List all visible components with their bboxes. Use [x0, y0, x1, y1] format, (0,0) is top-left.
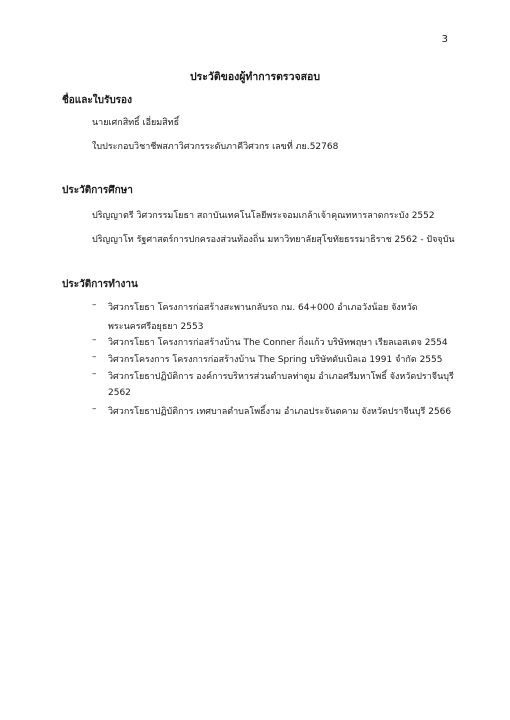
bullet-dash: –: [92, 300, 97, 310]
page-number: 3: [441, 34, 448, 45]
work-item-line: วิศวกรโครงการ โครงการก่อสร้างบ้าน The Spring บริษัทดับเบิลเอ 1991 จำกัด 2555: [108, 355, 443, 365]
work-item-continuation: 2562: [108, 388, 131, 398]
name-section-heading: ชื่อและใบรับรอง: [62, 95, 132, 106]
inspector-name: นายเศกสิทธิ์ เอี่ยมสิทธิ์: [92, 118, 180, 128]
work-section-heading: ประวัติการทำงาน: [62, 279, 138, 290]
education-section-heading: ประวัติการศึกษา: [62, 185, 133, 196]
work-item-line: วิศวกรโยธา โครงการก่อสร้างสะพานกลับรถ กม. 64+000 อำเภอวังน้อย จังหวัด: [108, 303, 418, 313]
bullet-dash: –: [92, 404, 97, 414]
license-number: ใบประกอบวิชาชีพสภาวิศวกรระดับภาคีวิศวกร เลขที่ ภย.52768: [92, 142, 339, 152]
work-item: [92, 404, 452, 418]
work-item-line: วิศวกรโยธาปฏิบัติการ เทศบาลตำบลโพธิ์งาม อำเภอประจันตคาม จังหวัดปราจีนบุรี 2566: [108, 407, 452, 417]
work-item-line: วิศวกรโยธาปฏิบัติการ องค์การบริหารส่วนตำบลท่าตูม อำเภอศรีมหาโพธิ์ จังหวัดปราจีนบุรี: [108, 372, 454, 382]
work-item: [92, 369, 454, 398]
bullet-dash: –: [92, 335, 97, 345]
work-item-line: วิศวกรโยธา โครงการก่อสร้างบ้าน The Conner กิ่งแก้ว บริษัทพฤษา เรียลเอสเตจ 2554: [108, 338, 448, 348]
education-item: ปริญญาโท รัฐศาสตร์การปกครองส่วนท้องถิ่น มหาวิทยาลัยสุโขทัยธรรมาธิราช 2562 - ปัจจุบัน: [92, 235, 455, 245]
work-item: [92, 335, 448, 349]
education-item: ปริญญาตรี วิศวกรรมโยธา สถาบันเทคโนโลยีพระจอมเกล้าเจ้าคุณทหารลาดกระบัง 2552: [92, 211, 435, 221]
bullet-dash: –: [92, 352, 97, 362]
work-item: [92, 352, 443, 366]
work-item-continuation: พระนครศรีอยุธยา 2553: [108, 322, 204, 332]
bullet-dash: –: [92, 369, 97, 379]
work-item: [92, 300, 418, 333]
document-title: ประวัติของผู้ทำการตรวจสอบ: [189, 71, 321, 83]
